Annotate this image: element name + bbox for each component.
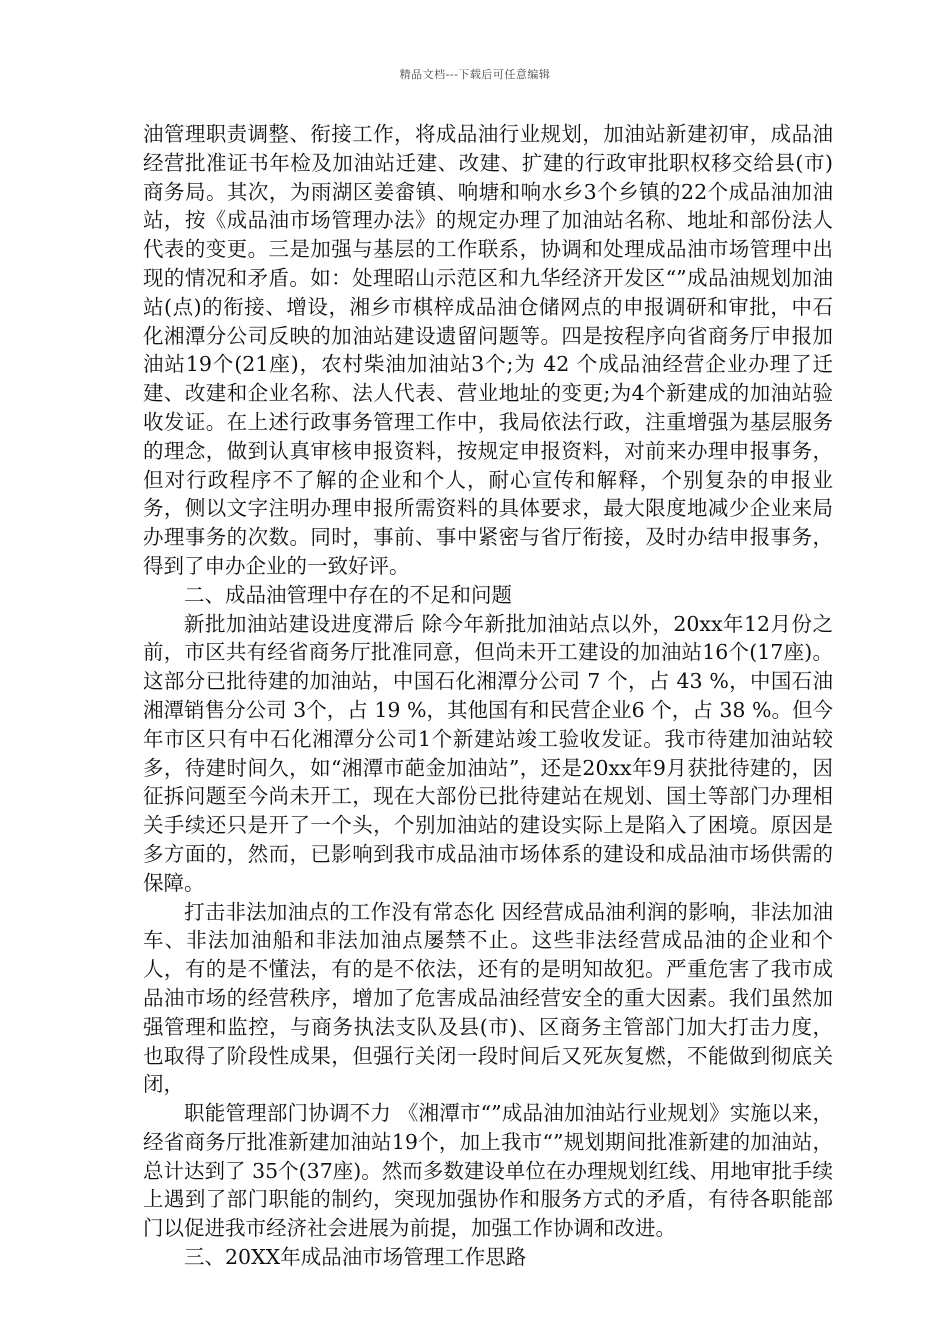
paragraph-administrative-work: 油管理职责调整、衔接工作，将成品油行业规划，加油站新建初审，成品油经营批准证书年检及加油站迁建、改建、扩建的行政审批职权移交给县(市)商务局。其次，为雨湖区姜畲镇、响塘和响水乡3个乡镇的22个成品油加油站，按《成品油市场管理办法》的规定办理了加油站名称、地址和部份法人代表的变更。三是加强与基层的工作联系，协调和处理成品油市场管理中出现的情况和矛盾。如：处理昭山示范区和九华经济开发区“”成品油规划加油站(点)的衔接、增设，湘乡市棋梓成品油仓储网点的申报调研和审批，中石化湘潭分公司反映的加油站建设遗留问题等。四是按程序向省商务厅申报加油站19个(21座)，农村柴油加油站3个;为 42 个成品油经营企业办理了迁建、改建和企业名称、法人代表、营业地址的变更;为4个新建成的加油站验收发证。在上述行政事务管理工作中，我局依法行政，注重增强为基层服务的理念，做到认真审核申报资料，按规定申报资料，对前来办理申报事务，但对行政程序不了解的企业和个人，耐心宣传和解释，个别复杂的申报业务，侧以文字注明办理申报所需资料的具体要求，最大限度地减少企业来局办理事务的次数。同时，事前、事中紧密与省厅衔接，及时办结申报事务，得到了申办企业的一致好评。 — [143, 122, 833, 578]
paragraph-illegal-stations: 打击非法加油点的工作没有常态化 因经营成品油利润的影响，非法加油车、非法加油船和非法加油点屡禁不止。这些非法经营成品油的企业和个人，有的是不懂法，有的是不依法，还有的是明知故犯。严重危害了我市成品油市场的经营秩序，增加了危害成品油经营安全的重大因素。我们虽然加强管理和监控，与商务执法支队及县(市)、区商务主管部门加大打击力度，也取得了阶段性成果，但强行关闭一段时间后又死灰复燃，不能做到彻底关闭， — [143, 899, 833, 1097]
paragraph-construction-delay: 新批加油站建设进度滞后 除今年新批加油站点以外，20xx年12月份之前，市区共有经省商务厅批准同意，但尚未开工建设的加油站16个(17座)。这部分已批待建的加油站，中国石化湘潭分公司 7 个，占 43 %，中国石油湘潭销售分公司 3个，占 19 %，其他国有和民营企业6 个，占 38 %。但今年市区只有中石化湘潭分公司1个新建站竣工验收发证。我市待建加油站较多，待建时间久，如“湘潭市葩金加油站”，还是20xx年9月获批待建的，因征拆问题至今尚未开工，现在大部份已批待建站在规划、国土等部门办理相关手续还只是开了一个头，个别加油站的建设实际上是陷入了困境。原因是多方面的，然而，已影响到我市成品油市场体系的建设和成品油市场供需的保障。 — [143, 611, 833, 895]
document-body — [143, 120, 833, 1272]
section-heading-plan: 三、20XX年成品油市场管理工作思路 — [184, 1245, 527, 1270]
section-heading-problems: 二、成品油管理中存在的不足和问题 — [184, 582, 512, 607]
page-header: 精品文档---下载后可任意编辑 — [399, 68, 551, 81]
paragraph-coordination: 职能管理部门协调不力 《湘潭市“”成品油加油站行业规划》实施以来，经省商务厅批准新建加油站19个，加上我市“”规划期间批准新建的加油站，总计达到了 35个(37座)。然而多数建设单位在办理规划红线、用地审批手续上遇到了部门职能的制约，突现加强协作和服务方式的矛盾，有待各职能部门以促进我市经济社会进展为前提，加强工作协调和改进。 — [143, 1101, 833, 1241]
